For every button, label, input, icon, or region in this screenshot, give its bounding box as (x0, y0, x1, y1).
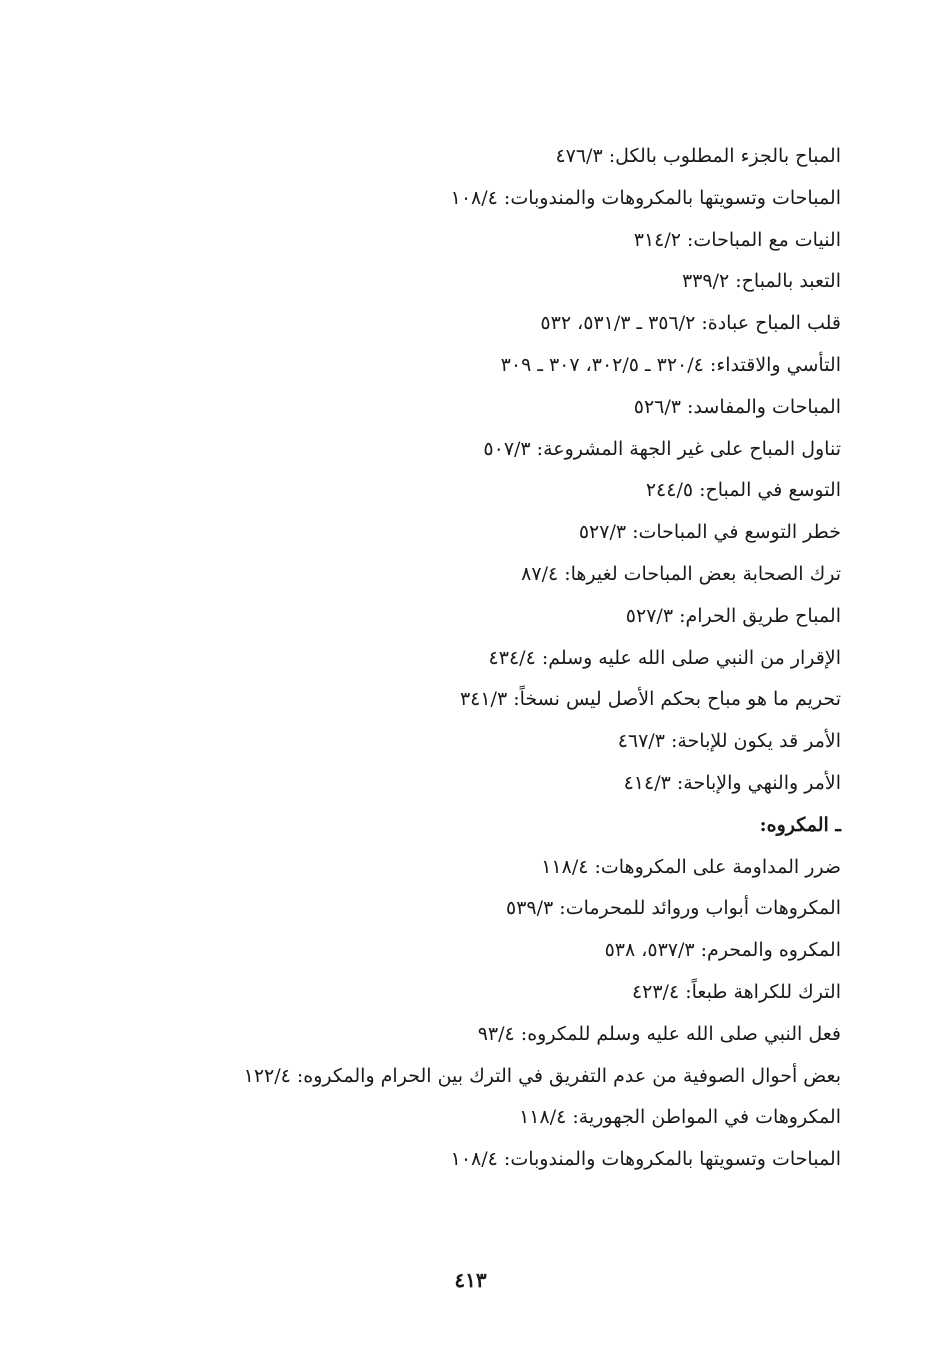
index-entry: الأمر والنهي والإباحة: ٤١٤/٣ (623, 771, 841, 794)
index-entry: الأمر قد يكون للإباحة: ٤٦٧/٣ (617, 730, 841, 753)
index-entry: المباح بالجزء المطلوب بالكل: ٤٧٦/٣ (555, 145, 841, 167)
index-entry: المباحات وتسويتها بالمكروهات والمندوبات: ١٠٨/٤ (450, 186, 841, 209)
index-entry: المكروهات في المواطن الجهورية: ١١٨/٤ (519, 1106, 841, 1129)
index-entry: التوسع في المباح: ٢٤٤/٥ (645, 479, 841, 502)
index-entry: تحريم ما هو مباح بحكم الأصل ليس نسخاً: ٣٤١/٣ (459, 688, 841, 711)
index-entry: الترك للكراهة طبعاً: ٤٢٣/٤ (631, 980, 841, 1003)
index-entry: خطر التوسع في المباحات: ٥٢٧/٣ (578, 521, 841, 544)
index-entry: الإقرار من النبي صلى الله عليه وسلم: ٤٣٤/٤ (488, 646, 841, 669)
index-entry: بعض أحوال الصوفية من عدم التفريق في الترك بين الحرام والمكروه: ١٢٢/٤ (243, 1064, 841, 1087)
index-entry: المباحات وتسويتها بالمكروهات والمندوبات: ١٠٨/٤ (450, 1148, 841, 1171)
index-entry: المكروه والمحرم: ٥٣٧/٣، ٥٣٨ (604, 939, 841, 962)
index-page-body (121, 136, 841, 1181)
page-number: ٤١٣ (454, 1268, 487, 1292)
index-entry: المباح طريق الحرام: ٥٢٧/٣ (625, 604, 841, 627)
index-entry: المكروهات أبواب وروائد للمحرمات: ٥٣٩/٣ (506, 897, 841, 920)
index-entry: النيات مع المباحات: ٣١٤/٢ (633, 228, 841, 251)
index-entry: ترك الصحابة بعض المباحات لغيرها: ٨٧/٤ (521, 562, 841, 585)
index-entry: فعل النبي صلى الله عليه وسلم للمكروه: ٩٣/٤ (477, 1022, 841, 1045)
index-entry: التعبد بالمباح: ٣٣٩/٢ (681, 270, 841, 293)
index-entry: التأسي والاقتداء: ٣٢٠/٤ ـ ٣٠٢/٥، ٣٠٧ ـ ٣٠٩ (500, 353, 841, 376)
index-entry: المباحات والمفاسد: ٥٢٦/٣ (633, 395, 841, 418)
index-entry: قلب المباح عبادة: ٣٥٦/٢ ـ ٥٣١/٣، ٥٣٢ (540, 312, 841, 335)
index-entry: تناول المباح على غير الجهة المشروعة: ٥٠٧/٣ (483, 437, 841, 460)
section-heading-makruh: ـ المكروه: (759, 813, 841, 836)
index-entry: ضرر المداومة على المكروهات: ١١٨/٤ (541, 855, 841, 878)
